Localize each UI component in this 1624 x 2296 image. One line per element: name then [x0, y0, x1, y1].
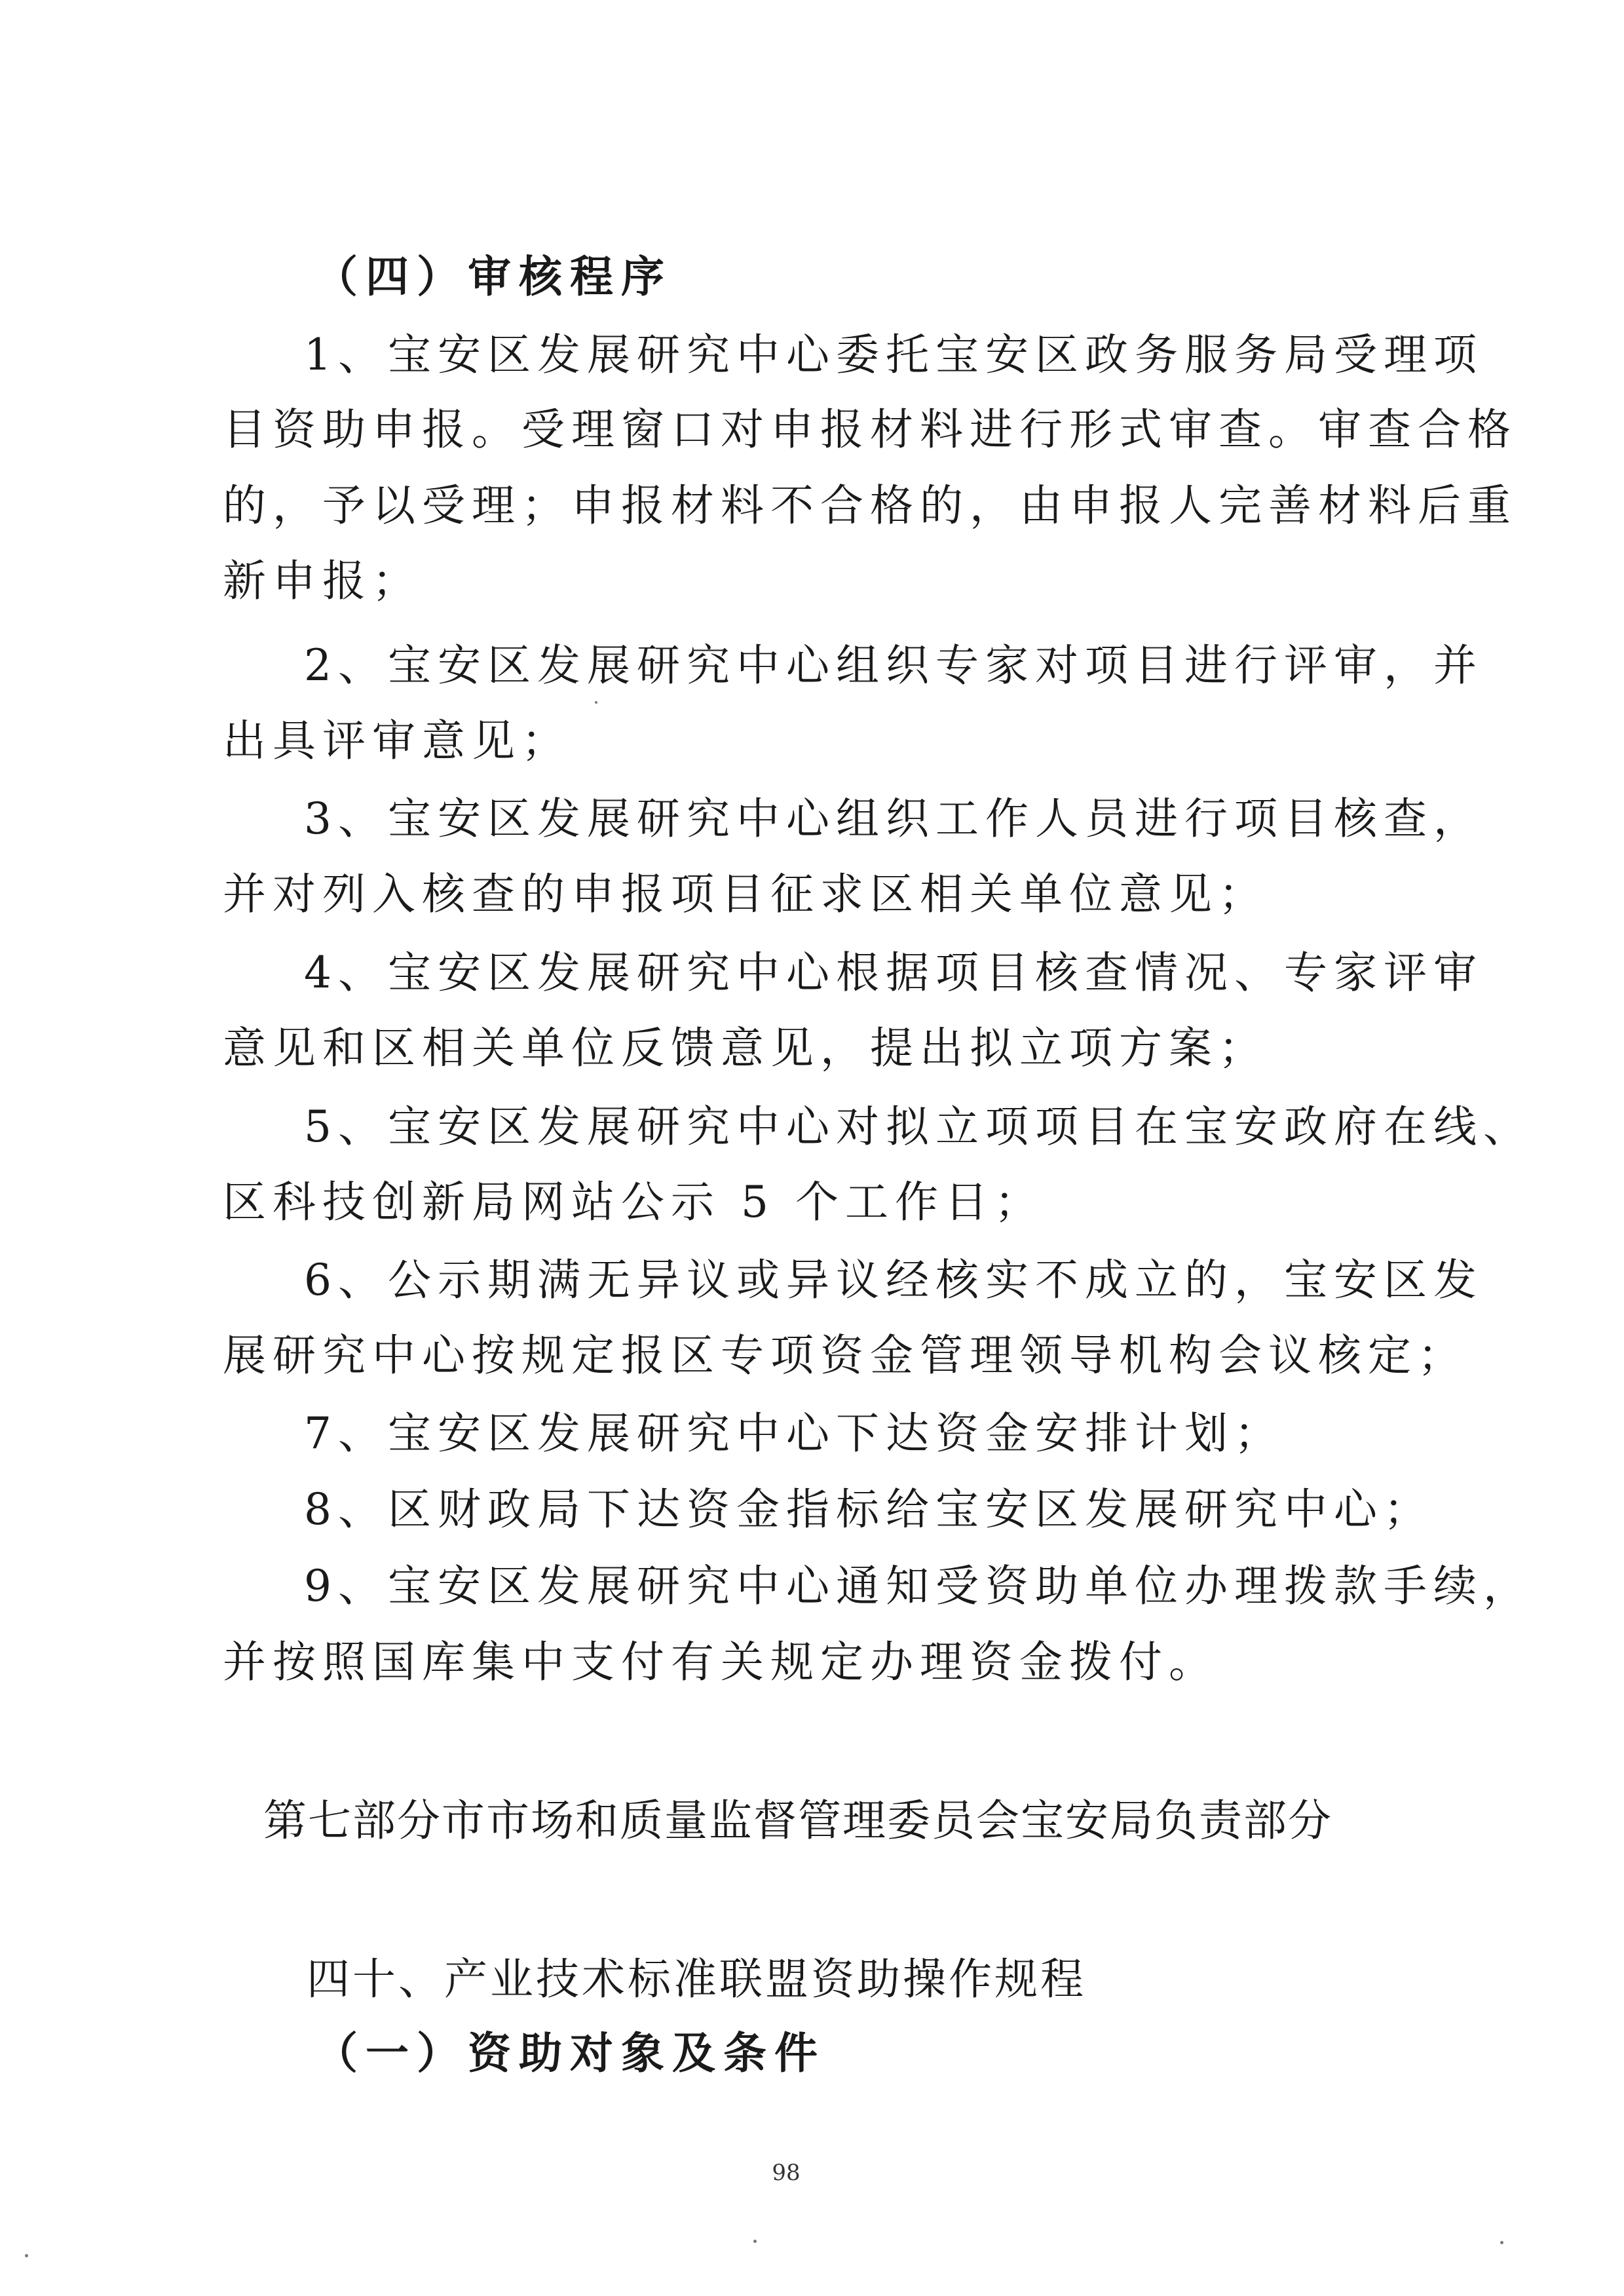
scan-speck — [25, 2254, 28, 2257]
article-heading: 四十、产业技术标准联盟资助操作规程 — [307, 1954, 1086, 2004]
paragraph-line: 的，予以受理；申报材料不合格的，由申报人完善材料后重 — [223, 480, 1517, 531]
paragraph-line: 4、宝安区发展研究中心根据项目核查情况、专家评审 — [304, 947, 1483, 998]
paragraph-line: 并按照国库集中支付有关规定办理资金拨付。 — [223, 1637, 1218, 1687]
paragraph-line: 意见和区相关单位反馈意见，提出拟立项方案； — [223, 1023, 1268, 1073]
part-heading: 第七部分市市场和质量监督管理委员会宝安局负责部分 — [263, 1795, 1332, 1846]
paragraph-line: 区科技创新局网站公示 5 个工作日； — [223, 1177, 1044, 1227]
paragraph-line: 新申报； — [223, 556, 422, 606]
scan-speck — [1500, 2241, 1503, 2244]
paragraph-line: 5、宝安区发展研究中心对拟立项项目在宝安政府在线、 — [304, 1101, 1533, 1152]
section-heading: （四）审核程序 — [314, 252, 672, 302]
paragraph-line: 出具评审意见； — [223, 716, 571, 766]
paragraph-line: 展研究中心按规定报区专项资金管理领导机构会议核定； — [223, 1330, 1467, 1381]
paragraph-line: 2、宝安区发展研究中心组织专家对项目进行评审，并 — [304, 640, 1483, 691]
subsection-heading: （一）资助对象及条件 — [314, 2028, 825, 2078]
paragraph-line: 7、宝安区发展研究中心下达资金安排计划； — [304, 1408, 1284, 1459]
scan-speck — [753, 2240, 757, 2243]
page-number: 98 — [772, 2160, 801, 2186]
paragraph-line: 1、宝安区发展研究中心委托宝安区政务服务局受理项 — [304, 330, 1483, 380]
paragraph-line: 6、公示期满无异议或异议经核实不成立的，宝安区发 — [304, 1255, 1483, 1305]
paragraph-line: 3、宝安区发展研究中心组织工作人员进行项目核查， — [304, 794, 1483, 844]
paragraph-line: 9、宝安区发展研究中心通知受资助单位办理拨款手续， — [304, 1561, 1533, 1611]
paragraph-line: 8、区财政局下达资金指标给宝安区发展研究中心； — [304, 1484, 1433, 1535]
paragraph-line: 并对列入核查的申报项目征求区相关单位意见； — [223, 869, 1268, 919]
paragraph-line: 目资助申报。受理窗口对申报材料进行形式审查。审查合格 — [223, 404, 1517, 455]
scan-speck — [595, 701, 597, 704]
